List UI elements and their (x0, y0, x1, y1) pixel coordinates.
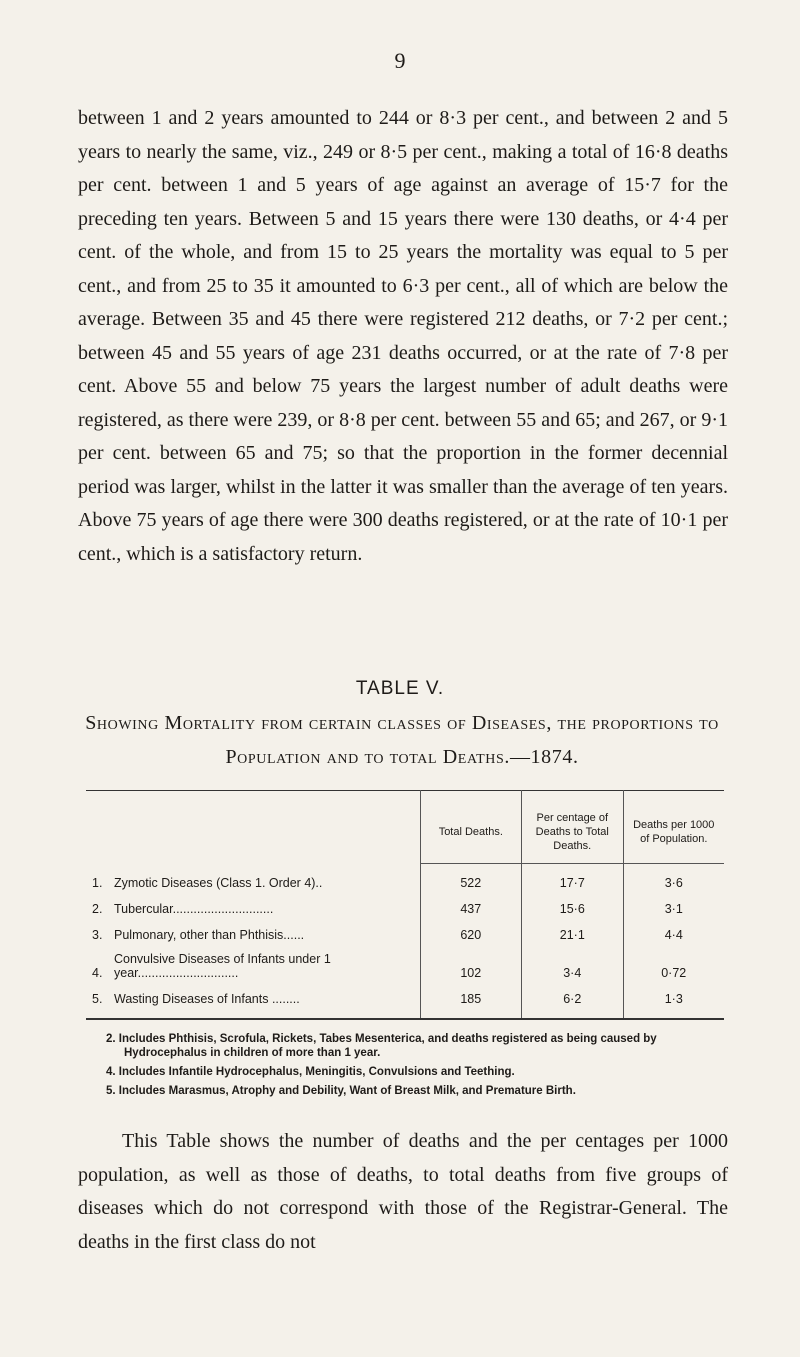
row-label (86, 921, 420, 947)
total-deaths-cell: 620 (420, 921, 521, 947)
page-number: 9 (394, 48, 406, 73)
percent-cell: 15·6 (522, 895, 623, 921)
percent-cell: 3·4 (522, 947, 623, 985)
percent-cell: 21·1 (522, 921, 623, 947)
mortality-table (86, 790, 724, 1020)
intro-paragraph: between 1 and 2 years amounted to 244 or 8·3 per cent., and between 2 and 5 years to nearly the same, viz., 249 or 8·5 per cent., making a total of 16·8 deaths per cent. between 1 and 5 years of age against an average of 15·7 for the preceding ten years. Between 5 and 15 years there were 130 deaths, or 4·4 per cent. of the whole, and from 15 to 25 years the mortality was equal to 5 per cent., and from 25 to 35 it amounted to 6·3 per cent., all of which are below the average. Between 35 and 45 there were registered 212 deaths, or 7·2 per cent.; between 45 and 55 years of age 231 deaths occurred, or at the rate of 7·8 per cent. Above 55 and below 75 years the largest number of adult deaths were registered, as there were 239, or 8·8 per cent. between 55 and 65; and 267, or 9·1 per cent. between 65 and 75; so that the proportion in the former decennial period was larger, whilst in the latter it was smaller than the average of ten years. Above 75 years of age there were 300 deaths registered, or at the rate of 10·1 per cent., which is a satisfactory return. (78, 107, 728, 565)
row-index: 5. (92, 992, 103, 1006)
table-caption: Showing Mortality from certain classes of Diseases, the proportions to Population and to total Deaths.—1874. (85, 712, 719, 768)
total-deaths-cell: 437 (420, 895, 521, 921)
table-row (86, 921, 724, 947)
per-1000-cell: 4·4 (623, 921, 724, 947)
footnote: 4. Includes Infantile Hydrocephalus, Meningitis, Convulsions and Teething. (106, 1066, 515, 1078)
row-label-text: Wasting Diseases of Infants ........ (114, 992, 300, 1006)
table-row (86, 985, 724, 1019)
per-1000-cell: 1·3 (623, 985, 724, 1019)
total-deaths-cell: 185 (420, 985, 521, 1019)
row-label-text: Pulmonary, other than Phthisis...... (114, 928, 305, 942)
total-deaths-cell: 522 (420, 864, 521, 896)
footnote: 5. Includes Marasmus, Atrophy and Debility, Want of Breast Milk, and Premature Birth. (106, 1085, 576, 1097)
column-header-total-deaths: Total Deaths. (420, 791, 521, 864)
per-1000-cell: 3·1 (623, 895, 724, 921)
header-blank-cell (86, 791, 420, 864)
column-header-percent: Per centage of Deaths to Total Deaths. (522, 791, 623, 864)
footnotes (106, 1032, 716, 1103)
per-1000-cell: 3·6 (623, 864, 724, 896)
table-row (86, 864, 724, 896)
percent-cell: 17·7 (522, 864, 623, 896)
table-header-row (86, 791, 724, 864)
row-index: 3. (92, 928, 103, 942)
table-heading: TABLE V. (355, 678, 445, 699)
row-label-text: Convulsive Diseases of Infants under 1 year............................. (114, 952, 331, 980)
body-text (78, 102, 728, 571)
row-label (86, 895, 420, 921)
per-1000-cell: 0·72 (623, 947, 724, 985)
closing-paragraph: This Table shows the number of deaths and the per centages per 1000 population, as well as those of deaths, to total deaths from five groups of diseases which do not correspond with those of the Registrar-General. The deaths in the first class do not (78, 1130, 728, 1253)
table (86, 790, 724, 1020)
closing-text (78, 1125, 728, 1259)
row-index: 1. (92, 876, 103, 890)
table-row (86, 947, 724, 985)
percent-cell: 6·2 (522, 985, 623, 1019)
table-row (86, 895, 724, 921)
footnote: 2. Includes Phthisis, Scrofula, Rickets, Tabes Mesenterica, and deaths registered as being caused by Hydrocephalus in children of more than 1 year. (106, 1033, 657, 1059)
column-header-per-1000: Deaths per 1000 of Population. (623, 791, 724, 864)
row-index: 2. (92, 902, 103, 916)
row-label-text: Zymotic Diseases (Class 1. Order 4).. (114, 876, 323, 890)
row-index: 4. (92, 966, 103, 980)
total-deaths-cell: 102 (420, 947, 521, 985)
row-label (86, 985, 420, 1019)
row-label (86, 864, 420, 896)
row-label (86, 947, 420, 985)
row-label-text: Tubercular............................. (114, 902, 274, 916)
